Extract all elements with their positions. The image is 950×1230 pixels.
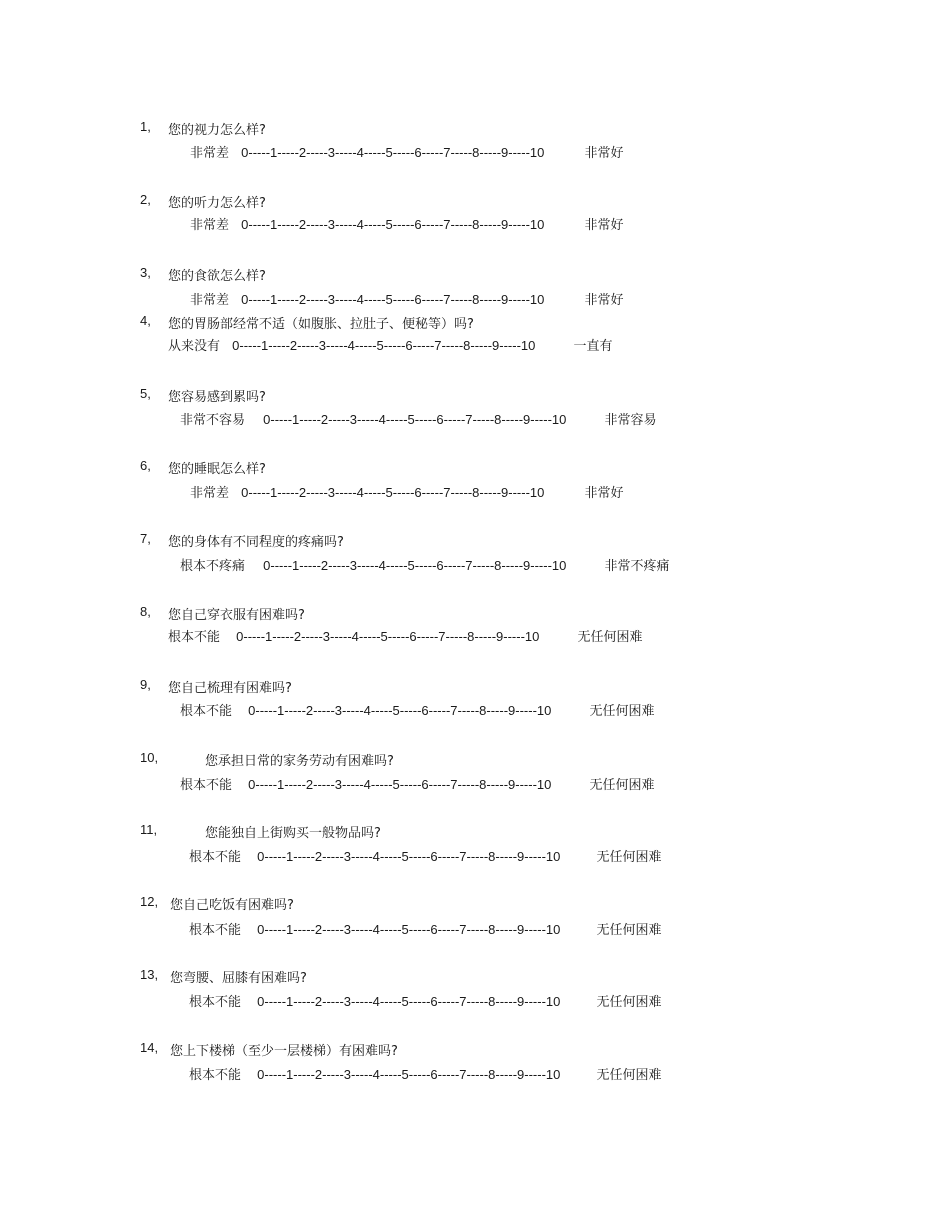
scale-high-label: 无任何困难 [577, 630, 643, 645]
question-9-number: 9, [140, 677, 151, 692]
scale-low-label: 根本不能 [168, 630, 221, 645]
scale-high-label: 无任何困难 [596, 1068, 662, 1083]
scale-low-label: 根本不能 [189, 850, 242, 865]
question-8-number: 8, [140, 604, 151, 619]
scale-high-label: 非常好 [584, 218, 624, 233]
scale-ticks: 0-----1-----2-----3-----4-----5-----6-----7-----8-----9-----10 [257, 1067, 561, 1082]
question-7-number: 7, [140, 531, 151, 546]
scale-high-label: 非常好 [584, 293, 624, 308]
question-7-scale [180, 555, 670, 574]
question-11-number: 11, [140, 822, 158, 837]
question-2-number: 2, [140, 192, 151, 207]
scale-ticks: 0-----1-----2-----3-----4-----5-----6-----7-----8-----9-----10 [241, 292, 545, 307]
question-12-number: 12, [140, 894, 159, 909]
scale-ticks: 0-----1-----2-----3-----4-----5-----6-----7-----8-----9-----10 [241, 145, 545, 160]
scale-ticks: 0-----1-----2-----3-----4-----5-----6-----7-----8-----9-----10 [257, 849, 561, 864]
question-4-text: 您的胃肠部经常不适（如腹胀、拉肚子、便秘等）吗? [168, 317, 474, 332]
question-3-scale [190, 289, 624, 308]
scale-ticks: 0-----1-----2-----3-----4-----5-----6-----7-----8-----9-----10 [248, 703, 552, 718]
question-9-scale [180, 700, 655, 719]
question-2-text: 您的听力怎么样? [168, 196, 266, 211]
question-11-scale [189, 846, 662, 865]
question-5-number: 5, [140, 386, 151, 401]
scale-high-label: 非常好 [584, 146, 624, 161]
question-1-text: 您的视力怎么样? [168, 123, 266, 138]
scale-high-label: 无任何困难 [596, 923, 662, 938]
scale-ticks: 0-----1-----2-----3-----4-----5-----6-----7-----8-----9-----10 [241, 217, 545, 232]
scale-high-label: 一直有 [573, 339, 613, 354]
question-1-scale [190, 142, 624, 161]
question-6-number: 6, [140, 458, 151, 473]
question-4-number: 4, [140, 313, 151, 328]
scale-low-label: 根本不能 [180, 704, 233, 719]
scale-low-label: 根本不能 [189, 1068, 242, 1083]
scale-low-label: 非常差 [190, 486, 230, 501]
question-6-text: 您的睡眠怎么样? [168, 462, 266, 477]
scale-low-label: 根本不能 [180, 778, 233, 793]
scale-low-label: 非常差 [190, 146, 230, 161]
scale-high-label: 非常不疼痛 [604, 559, 670, 574]
scale-ticks: 0-----1-----2-----3-----4-----5-----6-----7-----8-----9-----10 [232, 338, 536, 353]
scale-ticks: 0-----1-----2-----3-----4-----5-----6-----7-----8-----9-----10 [236, 629, 540, 644]
scale-low-label: 从来没有 [168, 339, 221, 354]
question-12-text: 您自己吃饭有困难吗? [170, 898, 294, 913]
scale-high-label: 无任何困难 [596, 995, 662, 1010]
scale-low-label: 非常不容易 [180, 413, 246, 428]
scale-high-label: 非常容易 [604, 413, 657, 428]
question-8-text: 您自己穿衣服有困难吗? [168, 608, 305, 623]
scale-low-label: 非常差 [190, 293, 230, 308]
question-13-text: 您弯腰、屈膝有困难吗? [170, 971, 307, 986]
question-3-number: 3, [140, 265, 151, 280]
scale-ticks: 0-----1-----2-----3-----4-----5-----6-----7-----8-----9-----10 [257, 922, 561, 937]
question-3-text: 您的食欲怎么样? [168, 269, 266, 284]
question-12-scale [189, 919, 662, 938]
question-9-text: 您自己梳理有困难吗? [168, 681, 292, 696]
question-7-text: 您的身体有不同程度的疼痛吗? [168, 535, 344, 550]
question-13-scale [189, 991, 662, 1010]
scale-low-label: 根本不疼痛 [180, 559, 246, 574]
scale-low-label: 根本不能 [189, 923, 242, 938]
question-14-scale [189, 1064, 662, 1083]
question-13-number: 13, [140, 967, 159, 982]
question-10-scale [180, 774, 655, 793]
scale-low-label: 非常差 [190, 218, 230, 233]
question-1-number: 1, [140, 119, 151, 134]
question-8-scale [168, 626, 643, 645]
question-14-text: 您上下楼梯（至少一层楼梯）有困难吗? [170, 1044, 398, 1059]
scale-high-label: 无任何困难 [589, 704, 655, 719]
scale-ticks: 0-----1-----2-----3-----4-----5-----6-----7-----8-----9-----10 [248, 777, 552, 792]
question-11-text: 您能独自上街购买一般物品吗? [205, 826, 381, 841]
scale-high-label: 无任何困难 [589, 778, 655, 793]
scale-ticks: 0-----1-----2-----3-----4-----5-----6-----7-----8-----9-----10 [257, 994, 561, 1009]
question-2-scale [190, 214, 624, 233]
scale-high-label: 非常好 [584, 486, 624, 501]
question-10-number: 10, [140, 750, 159, 765]
scale-low-label: 根本不能 [189, 995, 242, 1010]
question-4-scale [168, 335, 613, 354]
scale-ticks: 0-----1-----2-----3-----4-----5-----6-----7-----8-----9-----10 [263, 558, 567, 573]
scale-ticks: 0-----1-----2-----3-----4-----5-----6-----7-----8-----9-----10 [241, 485, 545, 500]
question-6-scale [190, 482, 624, 501]
scale-high-label: 无任何困难 [596, 850, 662, 865]
question-5-scale [180, 409, 657, 428]
scale-ticks: 0-----1-----2-----3-----4-----5-----6-----7-----8-----9-----10 [263, 412, 567, 427]
question-14-number: 14, [140, 1040, 159, 1055]
question-5-text: 您容易感到累吗? [168, 390, 266, 405]
question-10-text: 您承担日常的家务劳动有困难吗? [205, 754, 394, 769]
